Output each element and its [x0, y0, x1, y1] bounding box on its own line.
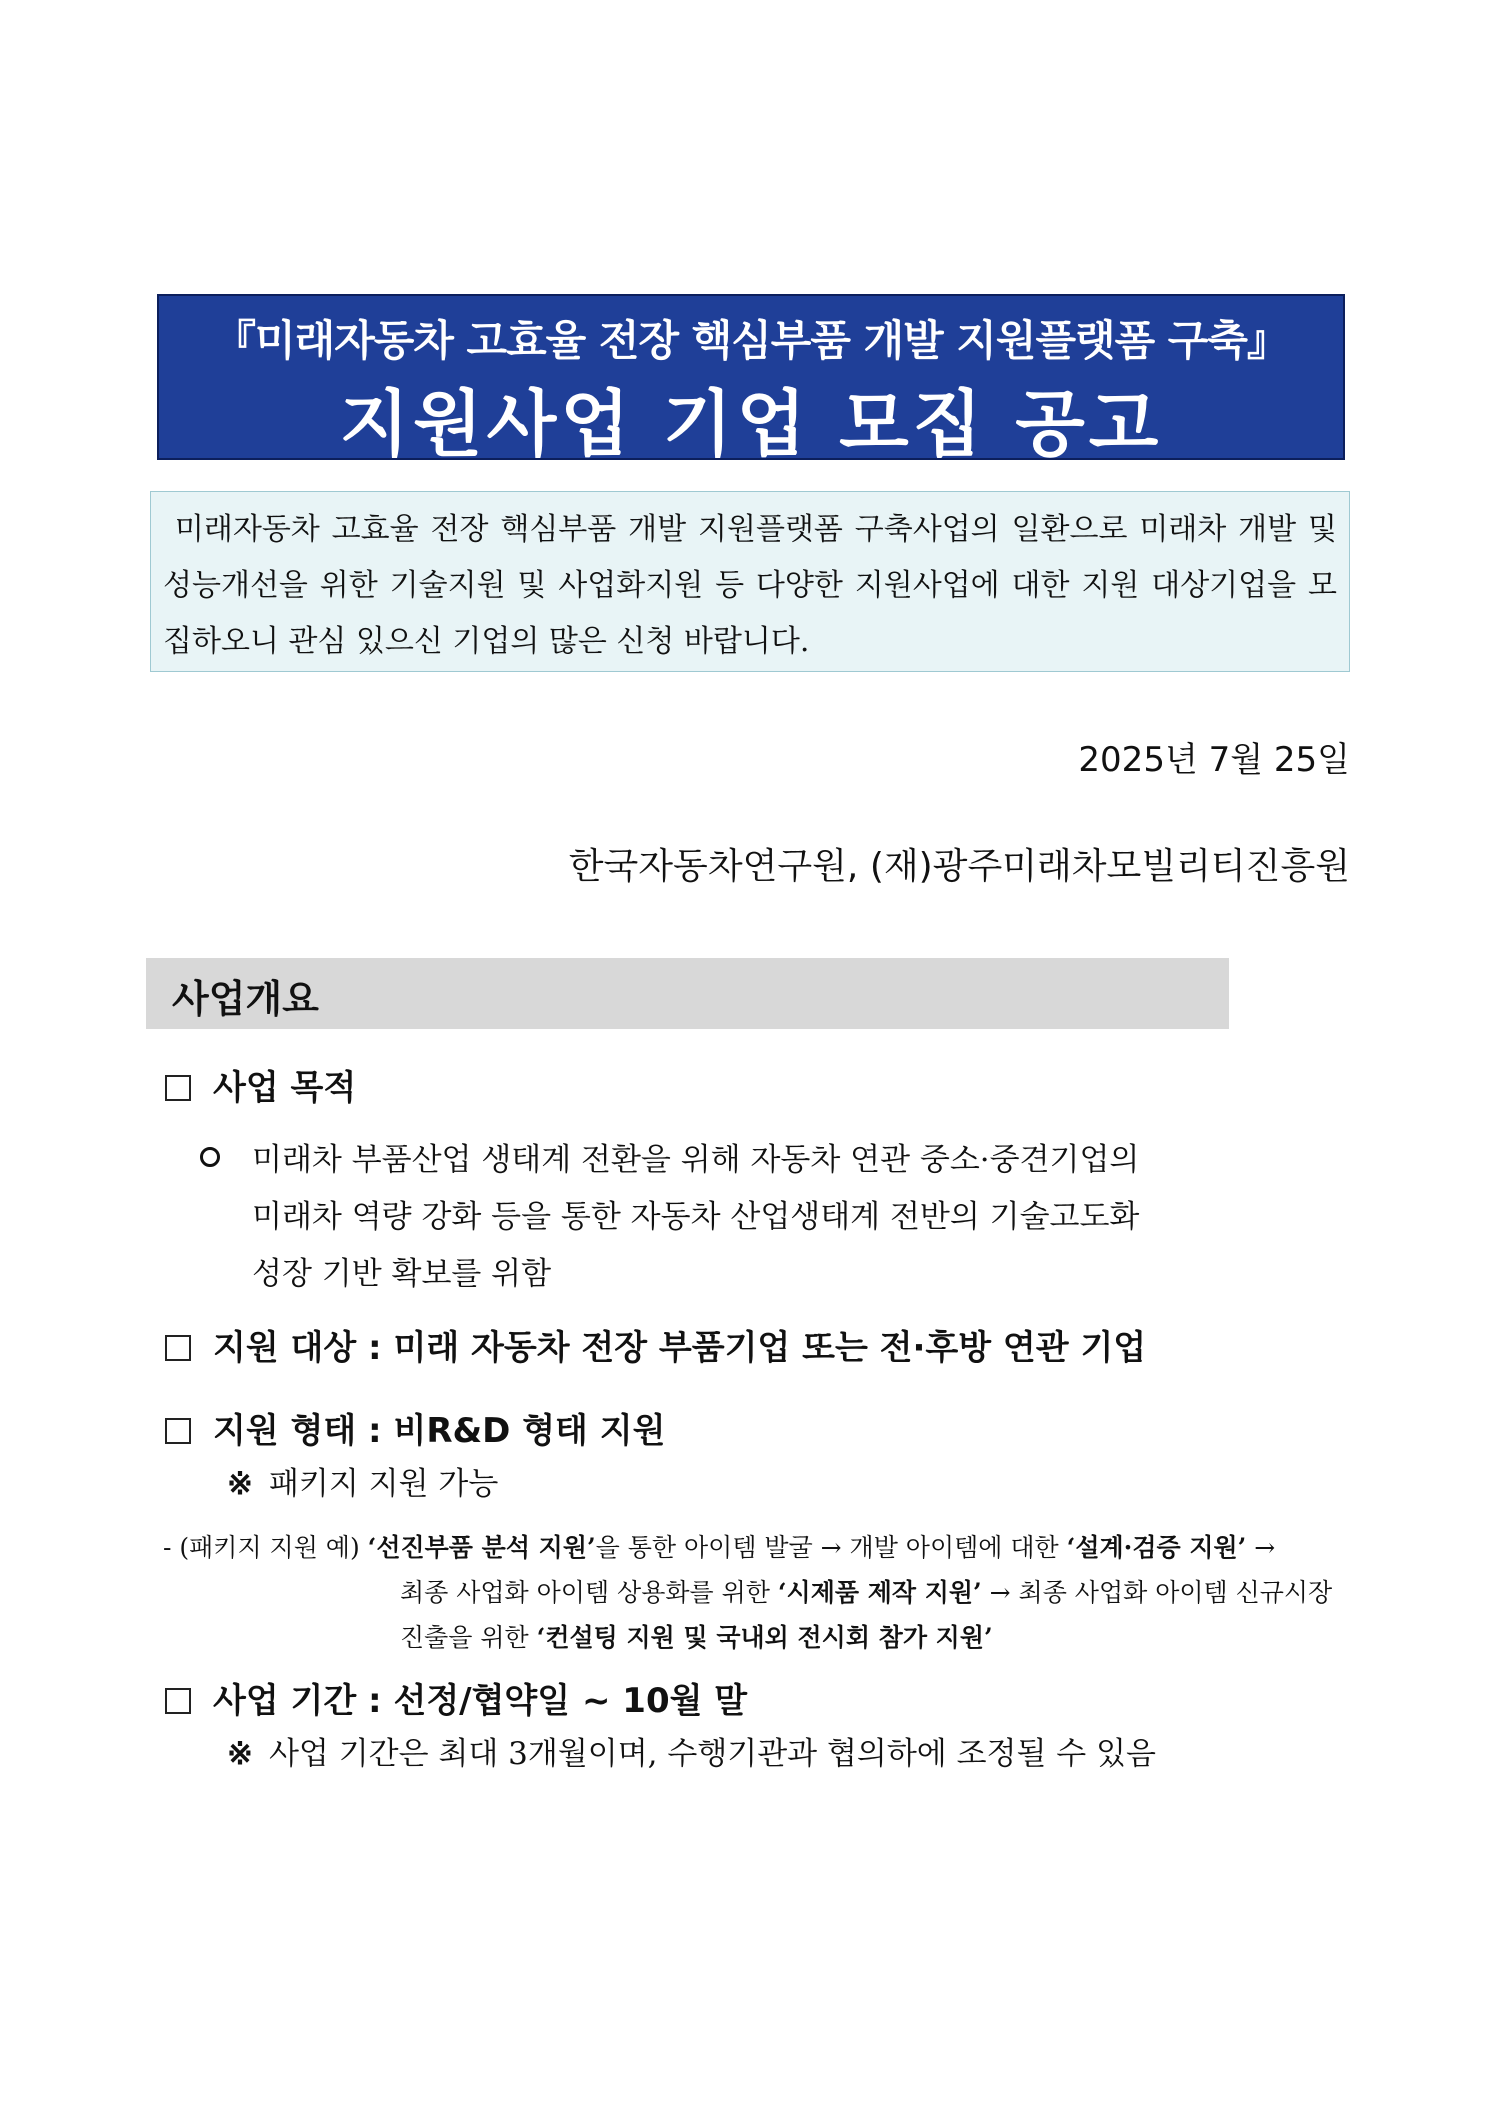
title-banner — [157, 294, 1345, 466]
section-target — [165, 1320, 1146, 1369]
example-line-1: - (패키지 지원 예) ‘선진부품 분석 지원’을 통한 아이템 발굴 → 개발 아이템에 대한 ‘설계·검증 지원’ → — [163, 1533, 1276, 1562]
example-line-2: 최종 사업화 아이템 상용화를 위한 ‘시제품 제작 지원’ → 최종 사업화 아이템 신규시장 — [400, 1578, 1333, 1607]
checkbox-icon — [165, 1418, 191, 1444]
section-type — [165, 1403, 665, 1452]
reference-mark: ※ — [227, 1466, 253, 1502]
section-type-label: 지원 형태 : 비R&D 형태 지원 — [213, 1411, 666, 1451]
section-period — [165, 1673, 747, 1722]
section-target-label: 지원 대상 : 미래 자동차 전장 부품기업 또는 전·후방 연관 기업 — [213, 1328, 1147, 1368]
period-note-text: 사업 기간은 최대 3개월이며, 수행기관과 협의하에 조정될 수 있음 — [268, 1736, 1156, 1772]
intro-box — [150, 491, 1350, 672]
project-title: 『미래자동차 고효율 전장 핵심부품 개발 지원플랫폼 구축』 — [214, 316, 1288, 365]
overview-heading: 사업개요 — [172, 977, 319, 1021]
organizations: 한국자동차연구원, (재)광주미래차모빌리티진흥원 — [568, 846, 1350, 887]
example-line-3: 진출을 위한 ‘컨설팅 지원 및 국내외 전시회 참가 지원’ — [400, 1623, 993, 1652]
checkbox-icon — [165, 1688, 191, 1714]
circle-bullet-icon — [200, 1147, 220, 1167]
type-note-text: 패키지 지원 가능 — [268, 1466, 499, 1502]
type-note — [227, 1458, 498, 1503]
purpose-bullet — [200, 1132, 1350, 1303]
purpose-line-1: 미래차 부품산업 생태계 전환을 위해 자동차 연관 중소·중견기업의 — [252, 1142, 1140, 1178]
announcement-date: 2025년 7월 25일 — [1078, 740, 1350, 780]
section-purpose-label: 사업 목적 — [213, 1068, 357, 1108]
announcement-title: 지원사업 기업 모집 공고 — [339, 382, 1163, 466]
section-period-label: 사업 기간 : 선정/협약일 ~ 10월 말 — [213, 1681, 748, 1721]
checkbox-icon — [165, 1075, 191, 1101]
purpose-line-2: 미래차 역량 강화 등을 통한 자동차 산업생태계 전반의 기술고도화 — [252, 1199, 1140, 1235]
checkbox-icon — [165, 1335, 191, 1361]
overview-header — [146, 958, 1229, 1029]
section-purpose — [165, 1060, 356, 1109]
reference-mark: ※ — [227, 1736, 253, 1772]
intro-text: 미래자동차 고효율 전장 핵심부품 개발 지원플랫폼 구축사업의 일환으로 미래차 개발 및 성능개선을 위한 기술지원 및 사업화지원 등 다양한 지원사업에 대한 지원 대상기업을 모집하오니 관심 있으신 기업의 많은 신청 바랍니다. — [163, 512, 1337, 659]
purpose-line-3: 성장 기반 확보를 위함 — [252, 1256, 552, 1292]
period-note — [227, 1728, 1156, 1773]
